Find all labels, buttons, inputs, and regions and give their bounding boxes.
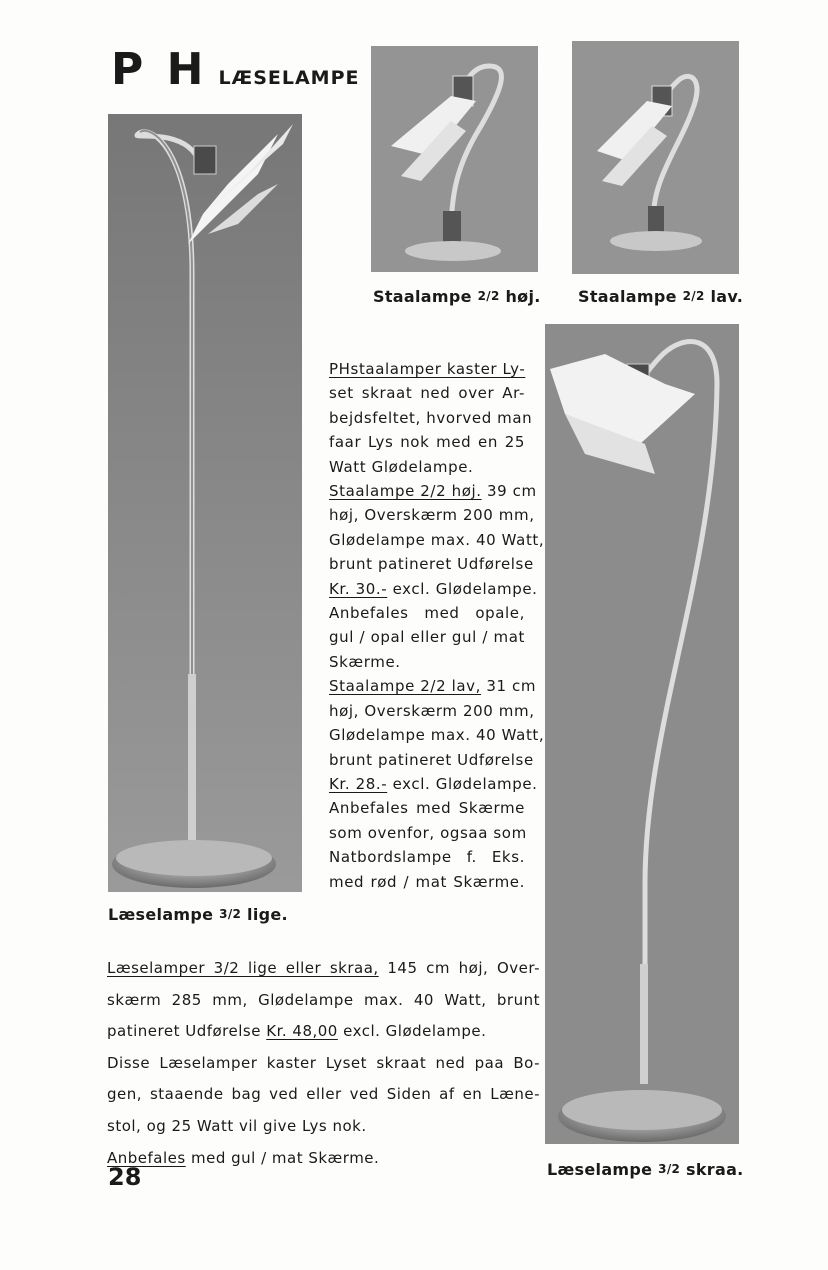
bottom-label: Læselamper 3/2 lige eller skraa, (107, 959, 379, 977)
high-rec-line: Anbefales med opale, (329, 604, 525, 623)
low-price-rest: excl. Glødelampe. (392, 774, 538, 793)
low-rec-line: Natbordslampe f. Eks. (329, 848, 525, 867)
bottom-line3-pre: patineret Udførelse (107, 1022, 261, 1041)
caption-name: Læselampe (108, 905, 214, 924)
caption-variant: høj. (505, 287, 541, 306)
low-rec-line: som ovenfor, ogsaa som (329, 823, 527, 842)
intro-line: bejdsfeltet, hvorved man (329, 408, 533, 427)
high-line: brunt patineret Udførelse (329, 555, 534, 574)
floor-lamp-slanted-icon (545, 324, 739, 1144)
bottom-price: Kr. 48,00 (266, 1022, 338, 1041)
caption-floor-lamp-slanted (547, 1160, 744, 1179)
low-rec-line: Anbefales med Skærme (329, 799, 525, 818)
high-line: Glødelampe max. 40 Watt, (329, 530, 545, 549)
low-line: brunt patineret Udførelse (329, 750, 534, 769)
high-price-rest: excl. Glødelampe. (392, 579, 538, 598)
low-line1-rest: 31 cm (486, 677, 537, 696)
bottom-rec-label: Anbefales (107, 1148, 186, 1167)
intro-line: Watt Glødelampe. (329, 457, 474, 476)
photo-floor-lamp-straight (108, 114, 302, 892)
caption-table-lamp-low (578, 287, 743, 306)
title-main: P H (111, 44, 208, 95)
bottom-line3-post: excl. Glødelampe. (343, 1022, 487, 1041)
intro-line: set skraat ned over Ar- (329, 384, 525, 403)
page-title (111, 44, 360, 95)
low-line: Glødelampe max. 40 Watt, (329, 726, 545, 745)
page-number: 28 (108, 1163, 142, 1191)
high-price: Kr. 30.- (329, 579, 388, 598)
table-lamp-low-icon (572, 41, 739, 274)
bottom-line: skærm 285 mm, Glødelampe max. 40 Watt, brunt (107, 990, 540, 1009)
caption-floor-lamp-straight (108, 905, 288, 924)
low-label: Staalampe 2/2 lav, (329, 677, 481, 696)
intro-line: PHstaalamper kaster Ly- (329, 360, 526, 378)
high-rec-line: Skærme. (329, 652, 401, 671)
photo-table-lamp-high (371, 46, 538, 272)
bottom-line1-rest: 145 cm høj, Over- (387, 959, 540, 977)
caption-variant: skraa. (686, 1160, 744, 1179)
high-rec-line: gul / opal eller gul / mat (329, 628, 525, 647)
high-line: høj, Overskærm 200 mm, (329, 506, 535, 525)
photo-floor-lamp-slanted (545, 324, 739, 1144)
low-price: Kr. 28.- (329, 774, 388, 793)
low-line: høj, Overskærm 200 mm, (329, 701, 535, 720)
caption-name: Staalampe (578, 287, 677, 306)
high-line1-rest: 39 cm (486, 482, 537, 501)
caption-variant: lige. (247, 905, 288, 924)
caption-fraction: 3/2 (658, 1162, 681, 1176)
bottom-line: stol, og 25 Watt vil give Lys nok. (107, 1116, 367, 1135)
caption-fraction: 2/2 (477, 289, 500, 303)
low-rec-line: med rød / mat Skærme. (329, 872, 525, 891)
caption-fraction: 2/2 (682, 289, 705, 303)
caption-name: Læselampe (547, 1160, 653, 1179)
high-label: Staalampe 2/2 høj. (329, 482, 482, 501)
title-sub: LÆSELAMPE (218, 67, 360, 89)
intro-line: faar Lys nok med en 25 (329, 433, 525, 452)
description-column (329, 357, 545, 894)
bottom-line: gen, staaende bag ved eller ved Siden af en Læne- (107, 1085, 540, 1104)
caption-variant: lav. (710, 287, 744, 306)
bottom-line: Disse Læselamper kaster Lyset skraat ned paa Bo- (107, 1053, 540, 1072)
floor-lamp-straight-icon (108, 114, 302, 892)
bottom-rec-rest: med gul / mat Skærme. (190, 1148, 380, 1167)
table-lamp-high-icon (371, 46, 538, 272)
photo-table-lamp-low (572, 41, 739, 274)
caption-name: Staalampe (373, 287, 472, 306)
caption-fraction: 3/2 (219, 907, 242, 921)
bottom-text (107, 953, 540, 1174)
caption-table-lamp-high (373, 287, 541, 306)
